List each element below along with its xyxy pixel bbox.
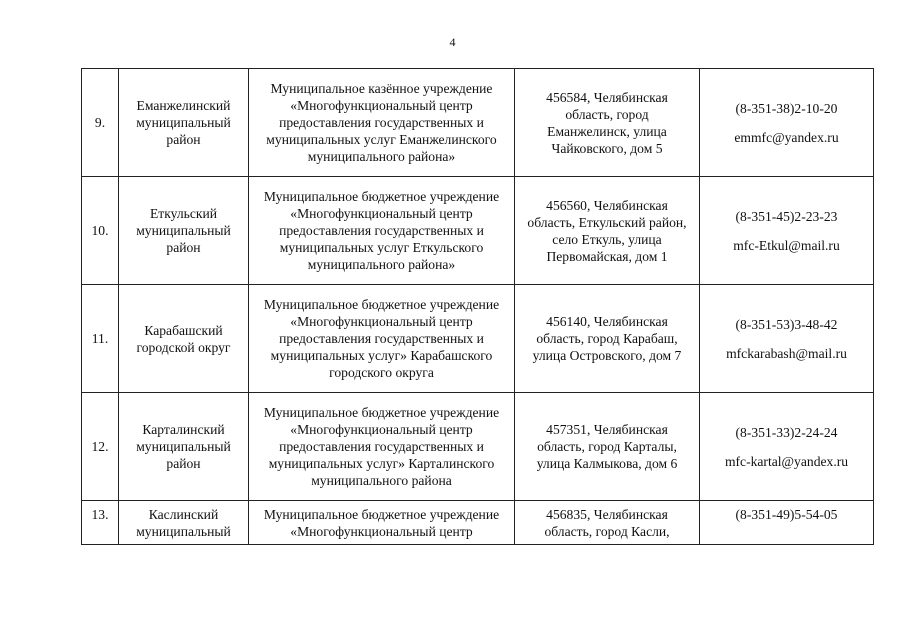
contact-cell xyxy=(700,393,874,501)
phone-number: (8-351-45)2-23-23 xyxy=(735,208,838,224)
mfc-directory-table xyxy=(81,68,874,545)
table-row xyxy=(82,69,874,177)
table-row xyxy=(82,393,874,501)
district-name: Карабашский городской округ xyxy=(119,285,249,393)
page-number: 4 xyxy=(449,35,456,49)
phone-number: (8-351-33)2-24-24 xyxy=(735,424,838,440)
address: 457351, Челябинская область, город Карталы, улица Калмыкова, дом 6 xyxy=(515,393,700,501)
contact-cell xyxy=(700,285,874,393)
contact-cell xyxy=(700,177,874,285)
contact-cell xyxy=(700,69,874,177)
institution-name: Муниципальное бюджетное учреждение «Многофункциональный центр xyxy=(249,501,515,545)
district-name: Каслинский муниципальный xyxy=(119,501,249,545)
address: 456584, Челябинская область, город Еманжелинск, улица Чайковского, дом 5 xyxy=(515,69,700,177)
institution-name: Муниципальное казённое учреждение «Многофункциональный центр предоставления государственных и муниципальных услуг Еманжелинского муниципального района» xyxy=(249,69,515,177)
row-number: 13. xyxy=(82,501,119,545)
district-name: Еманжелинский муниципальный район xyxy=(119,69,249,177)
email-address: emmfc@yandex.ru xyxy=(734,129,839,145)
district-name: Карталинский муниципальный район xyxy=(119,393,249,501)
contact-cell xyxy=(700,501,874,545)
email-address: mfc-kartal@yandex.ru xyxy=(724,453,849,469)
address: 456140, Челябинская область, город Карабаш, улица Островского, дом 7 xyxy=(515,285,700,393)
table-row xyxy=(82,177,874,285)
phone-number: (8-351-49)5-54-05 xyxy=(735,507,838,522)
row-number: 12. xyxy=(82,393,119,501)
district-name: Еткульский муниципальный район xyxy=(119,177,249,285)
phone-number: (8-351-53)3-48-42 xyxy=(735,316,838,332)
address: 456835, Челябинская область, город Касли, xyxy=(515,501,700,545)
row-number: 10. xyxy=(82,177,119,285)
row-number: 9. xyxy=(82,69,119,177)
row-number: 11. xyxy=(82,285,119,393)
table-row xyxy=(82,501,874,545)
institution-name: Муниципальное бюджетное учреждение «Многофункциональный центр предоставления государственных и муниципальных услуг Еткульского муниципального района» xyxy=(249,177,515,285)
address: 456560, Челябинская область, Еткульский район, село Еткуль, улица Первомайская, дом 1 xyxy=(515,177,700,285)
email-address: mfckarabash@mail.ru xyxy=(726,345,847,361)
institution-name: Муниципальное бюджетное учреждение «Многофункциональный центр предоставления государственных и муниципальных услуг» Карталинского муниципального района xyxy=(249,393,515,501)
phone-number: (8-351-38)2-10-20 xyxy=(735,100,838,116)
institution-name: Муниципальное бюджетное учреждение «Многофункциональный центр предоставления государственных и муниципальных услуг» Карабашского городского округа xyxy=(249,285,515,393)
email-address: mfc-Etkul@mail.ru xyxy=(733,237,840,253)
table-row xyxy=(82,285,874,393)
